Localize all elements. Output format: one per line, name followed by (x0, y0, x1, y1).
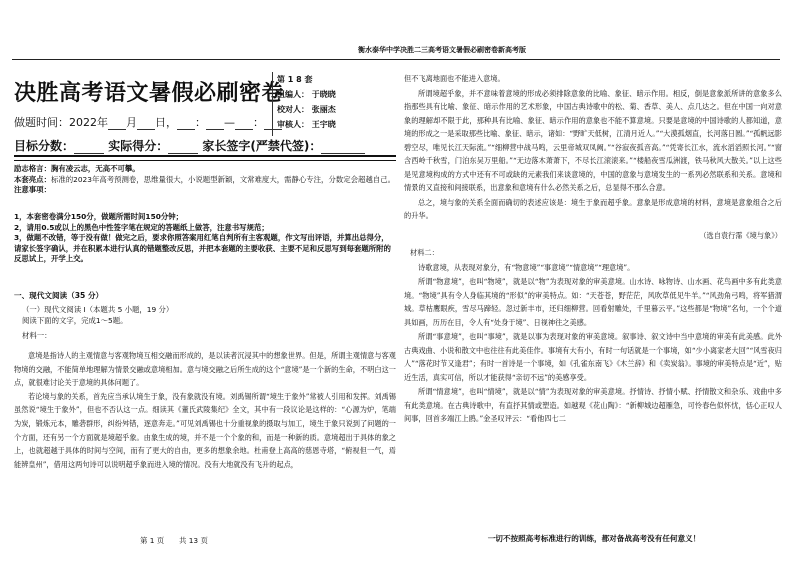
motto-label: 励志格言： (14, 164, 51, 173)
notes-list (14, 212, 396, 265)
paragraph: 意境是指诗人的主观情意与客观物境互相交融而形成的，是以读者沉浸其中的想象世界。但是，所谓主观情意与客观物境的交融，不能简单地理解为情景交融或意境相加。意与境交融之后所生成的这个“意境”是一个新的生命，不明白这一点，就很难讨论关于意境的具体问题了。 (14, 351, 396, 388)
header-divider (12, 59, 780, 60)
day-blank[interactable] (137, 118, 155, 130)
target-score-blank[interactable] (74, 142, 104, 154)
editor: 组编人： 于晓晓 (277, 90, 336, 99)
dash-label: — (224, 116, 235, 129)
right-body-text (404, 72, 782, 427)
score-line (14, 137, 396, 154)
set-info-box (272, 72, 396, 136)
material-one-label: 材料一： (22, 331, 52, 340)
subsection-heading (22, 304, 173, 326)
paragraph: 所谓“事意境”，也叫“事境”，就是以事为表现对象的审美意境。叙事诗、叙文诗中当中意境的审美有此美感。此外古典戏曲、小说和散文中也往往有此美佳作。事境有大有小，有时一句话就是一个事境，如“少小离家老大回”“风雪夜归人”“落花时节又逢君”；有时一首诗是一个事境，如《孔雀东南飞》《木兰辞》和《卖炭翁》。事境的审美特点是“近”，贴近生活，真实可信，所以才能获得“亲切不远”的美感享受。 (404, 332, 782, 382)
note-item: 3，做题不改错，等于没有做！做完之后，要求你照答案用红笔自判所有主客观题，作文写出评语，并算出总得分，请家长签字确认，并在积累本进行认真的错题整改反思，并把本套题的主要收获、主要不足和反思写到每套题所附的反思试上，开学上交。 (14, 233, 391, 264)
paragraph: 所谓“物意境”，也叫“物境”，就是以“物”为表现对象的审美意境。山水诗、咏物诗、山水画、花鸟画中多有此类意境。“物境”具有令人身临其境的“形似”的审美特点。如：“天苍苍，野茫茫，风吹草低见牛羊。”“风劲角弓鸣，将军猎渭城。草枯鹰眼疾，雪尽马蹄轻。忽过新丰市，还归细柳营。回看射雕处，千里暮云平。”这些都是“物境”名句，一个个道具如画，历历在目，令人有“处身于境”、日视神往之美感。 (404, 277, 782, 327)
colon-label: ： (195, 116, 206, 129)
intro-block (14, 164, 396, 196)
note-item: 1，本套密卷满分150分，做题所需时间150分钟； (14, 212, 184, 221)
paragraph: 诗歌意境，从表现对象分，有“物意境”“事意境”“情意境”“理意境”。 (418, 262, 635, 272)
feature-label: 本套亮点： (14, 174, 51, 184)
paragraph: 所谓“情意境”，也叫“情境”，就是以“情”为表现对象的审美意境。抒情诗、抒情小赋、抒情散文和杂乐、戏曲中多有此类意境。在古典诗歌中，有直抒其情或塑造。如越观《花山陶》：“新柳城边超雁急，可怜春色似怀忧，恬心正叹人间事，回首多端江上鸥。”金圣叹评云：“看他四七二 (404, 387, 782, 423)
hour-blank[interactable] (177, 118, 195, 130)
motto: 胸有凌云志，无高不可攀。 (50, 164, 140, 173)
note-item: 2，请用0.5或以上的黑色中性签字笔在规定的答题纸上做答，注意书写规范； (14, 222, 269, 232)
material-two-label: 材料二： (410, 248, 439, 257)
page-title: 决胜高考语文暑假必刷密卷 (14, 81, 285, 106)
instruction-text: 阅读下面的文字，完成1～5题。 (22, 316, 128, 325)
paragraph: 总之，境与象的关系全面而确切的表述应该是：境生于象而超乎象。意象是形成意境的材料，意境是意象组合之后的升华。 (404, 197, 782, 220)
month-blank[interactable] (108, 118, 126, 130)
proofreader: 校对人： 张丽杰 (277, 105, 336, 114)
page-number: 第 1 页 共 13 页 (140, 536, 208, 545)
footer-slogan: 一切不按照高考标准进行的训练，都对备战高考没有任何意义！ (487, 534, 701, 543)
colon2-label: ： (253, 116, 264, 129)
parent-sign-label: 家长签字(严禁代签)： (202, 139, 322, 153)
paragraph: 但不飞离地面也不能进入意境。 (404, 74, 505, 83)
parent-sign-blank[interactable] (321, 142, 365, 154)
minute-blank[interactable] (206, 118, 224, 130)
notes-label: 注意事项： (14, 185, 51, 195)
day-label: 日， (155, 116, 177, 129)
subsection-title: （一）现代文阅读 I（本题共 5 小题，19 分） (22, 305, 174, 314)
reviewer: 审核人： 王宇晓 (277, 120, 336, 129)
target-score-label: 目标分数： (14, 139, 75, 153)
paragraph: 所谓境超乎象，并不意味着意境的形成必须排除意象的比喻、象征、暗示作用。相反，倒是意象派所讲的意象多么指那些具有比喻、象征、暗示作用的艺术形象，中国古典诗歌中的松、菊、香草、美人、点几达之。但在中国一向对意象的理解却不限于此，那种具有比喻、象征、暗示作用的意象也不能不算意境。只要是意境的中国诗歌的人都知道，意境的形成之一是采取那些比喻、象征、暗示，诸如：“野旷天低树，江清月近人。”“大漠孤烟直，长河落日圆。”“孤帆远影碧空尽，唯见长江天际流。”“细柳营中战马鸣，云里帝城双凤阙。”“谷寂夜孤音高。”“凭寄长江水，流水滔滔照长河。”“窗含西岭千秋雪，门泊东吴万里船。”“无边落木萧萧下，不尽长江滚滚来。”“楼船夜雪瓜洲渡，铁马秋风大散关。”以上这些是见意境构成的方式中还有不可或缺的元素我们来谈意境的，中国的意象与意境发生的一系列必然联系和关系。意境和情景的又直接和间接联系，出意象和意境有什么必然关系之后，总显得不那么合意。 (404, 88, 782, 192)
source-citation: （选自袁行霈《境与象》） (699, 230, 782, 240)
material-one-text (14, 349, 396, 471)
actual-score-label: 实际得分： (108, 139, 169, 153)
date-line (14, 114, 282, 130)
actual-score-blank[interactable] (168, 142, 198, 154)
right-column (404, 62, 784, 532)
end-hour-blank[interactable] (235, 118, 253, 130)
end-minute-blank[interactable] (264, 118, 282, 130)
series-header: 衡水泰华中学决胜二三高考语文暑假必刷密卷新高考版 (358, 45, 526, 54)
paragraph: 若论境与象的关系，首先应当承认境生于象，没有象就没有境。刘禹锡所谓“境生于象外”常被人引用和发挥。刘禹锡虽然说“境生于象外”，但也不否认这一点。细读其《董氏武陵集纪》全文，其中有一段议论是这样的：“心源为炉，笔端为炭，锻炼元本，雕砻群形，纠纷舛错，逐意奔走。”可见刘禹锡也十分重视象的摄取与加工，境生于象只说到了问题的一个方面，还有另一个方面就是境超乎象。由象生成的境，并不是一个个象的和，而是一种新的质。意境超出于具体的象之上，也就超越于具体的时间与空间，而有了更大的自由，更多的想象余地。杜甫登上高高的慈恩寺塔，“俯视但一气，焉能辨皇州”，借用这两句诗可以说明超乎象而进入境的情况。没有大地就没有飞升的起点， (14, 391, 396, 469)
date-label: 做题时间：2022年 (14, 116, 108, 129)
score-divider (14, 155, 396, 161)
section-heading: 一、现代文阅读（35 分） (14, 291, 104, 300)
month-label: 月 (126, 116, 137, 129)
feature-text: 标准的2023年高考预测卷，思维量很大，小说题型新颖，文常难度大，需静心专注，分数定会超越自己。 (50, 174, 395, 184)
left-column (14, 62, 396, 532)
set-number: 第 1 8 套 (277, 75, 313, 84)
